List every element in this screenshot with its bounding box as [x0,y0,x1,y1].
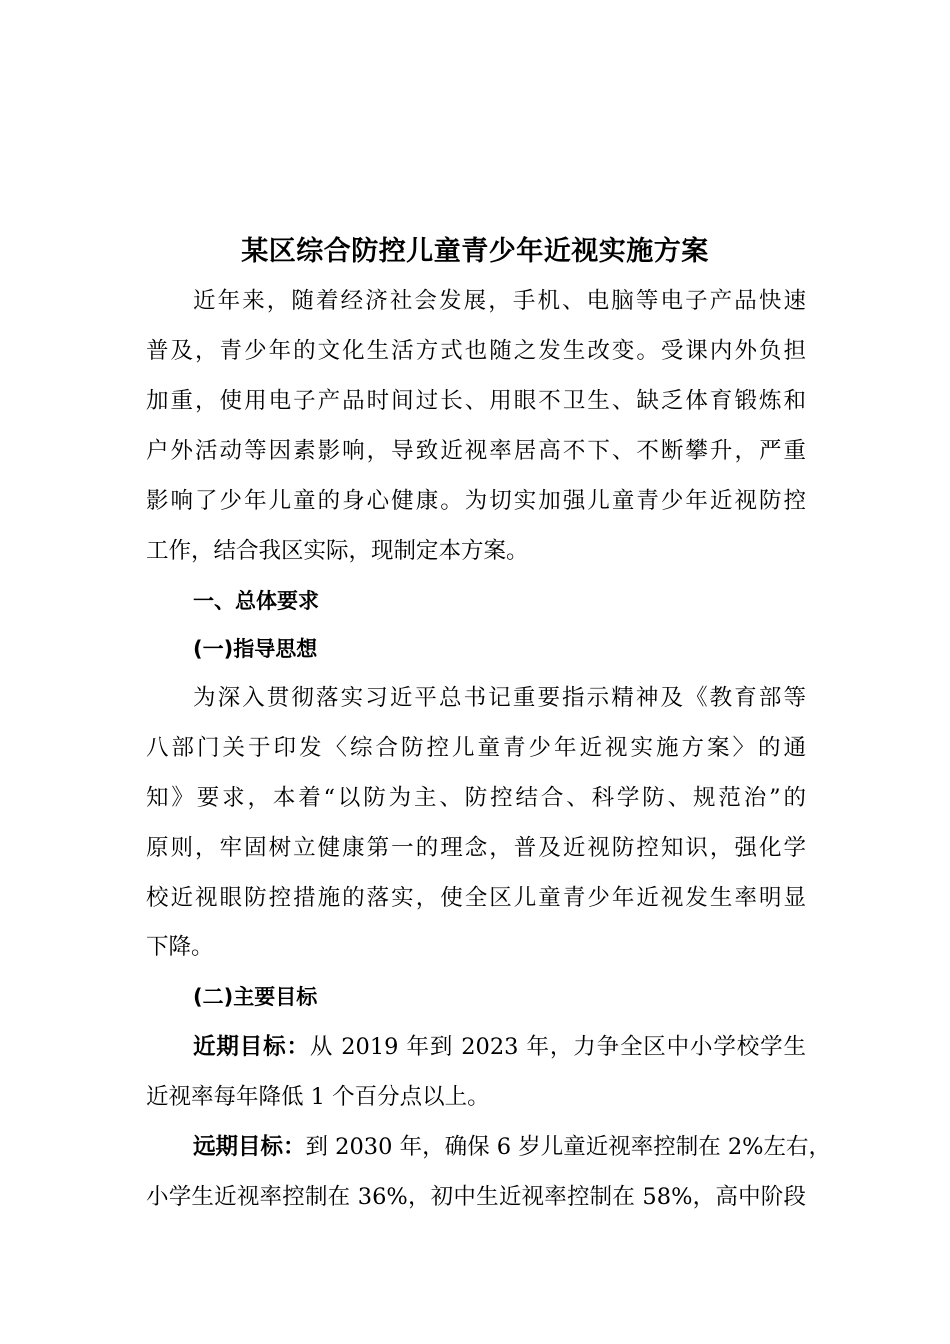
far-goal-label: 远期目标： [193,1134,306,1160]
near-goal-text: 从 2019 年到 2023 年，力争全区中小学校学生 [309,1034,806,1060]
intro-line-2: 普及，青少年的文化生活方式也随之发生改变。受课内外负担 [146,338,806,364]
ideology-line-5: 校近视眼防控措施的落实，使全区儿童青少年近视发生率明显 [146,885,806,911]
far-goal-text: 到 2030 年，确保 6 岁儿童近视率控制在 2%左右， [305,1134,832,1160]
ideology-line-2: 八部门关于印发〈综合防控儿童青少年近视实施方案〉的通 [146,735,806,761]
near-goal-line-1 [193,1022,806,1072]
section-heading-overall-requirements: 一、总体要求 [193,589,319,613]
intro-line-1: 近年来，随着经济社会发展，手机、电脑等电子产品快速 [193,288,806,314]
document-title: 某区综合防控儿童青少年近视实施方案 [241,236,709,267]
subsection-heading-main-goals: (二)主要目标 [193,985,318,1009]
intro-line-6: 工作，结合我区实际，现制定本方案。 [146,538,529,564]
ideology-line-6: 下降。 [146,934,214,960]
near-goal-label: 近期目标： [193,1034,310,1060]
ideology-line-3: 知》要求，本着“以防为主、防控结合、科学防、规范治”的 [146,785,806,811]
ideology-line-4: 原则，牢固树立健康第一的理念，普及近视防控知识，强化学 [146,835,806,861]
far-goal-line-1 [193,1122,832,1172]
near-goal-line-2: 近视率每年降低 1 个百分点以上。 [146,1084,490,1110]
subsection-heading-guiding-ideology: (一)指导思想 [193,637,318,661]
far-goal-line-2: 小学生近视率控制在 36%，初中生近视率控制在 58%，高中阶段 [146,1184,806,1210]
intro-line-3: 加重，使用电子产品时间过长、用眼不卫生、缺乏体育锻炼和 [146,388,806,414]
ideology-line-1: 为深入贯彻落实习近平总书记重要指示精神及《教育部等 [193,685,806,711]
intro-line-4: 户外活动等因素影响，导致近视率居高不下、不断攀升，严重 [146,438,806,464]
intro-line-5: 影响了少年儿童的身心健康。为切实加强儿童青少年近视防控 [146,488,806,514]
